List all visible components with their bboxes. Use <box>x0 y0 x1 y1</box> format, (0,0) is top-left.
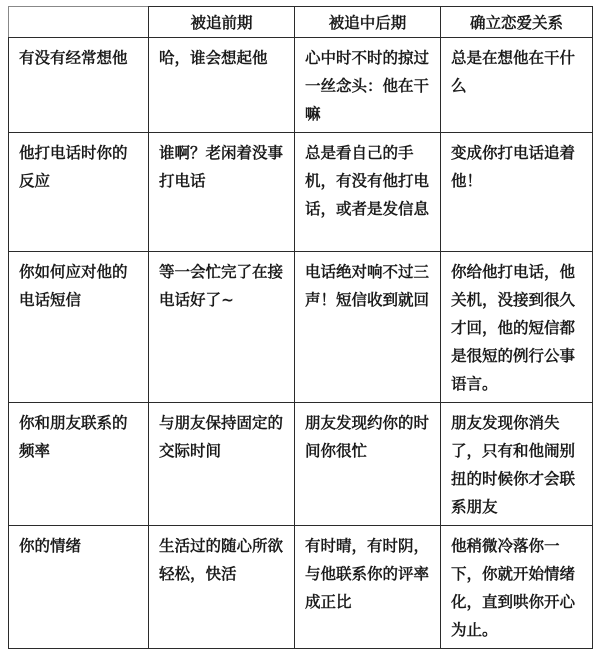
header-early-stage: 被追前期 <box>149 7 295 38</box>
table-cell: 与朋友保持固定的交际时间 <box>149 403 295 526</box>
table-row <box>9 403 593 526</box>
header-mid-late-stage: 被追中后期 <box>295 7 441 38</box>
row-label: 有没有经常想他 <box>9 38 149 133</box>
header-relationship-established: 确立恋爱关系 <box>441 7 593 38</box>
table-row <box>9 252 593 403</box>
table-cell: 你给他打电话，他关机，没接到很久才回，他的短信都是很短的例行公事语言。 <box>441 252 593 403</box>
table-cell: 变成你打电话追着他！ <box>441 133 593 252</box>
table-cell: 生活过的随心所欲轻松，快活 <box>149 526 295 649</box>
table-row <box>9 526 593 649</box>
table-cell: 总是在想他在干什么 <box>441 38 593 133</box>
table-cell: 朋友发现你消失了，只有和他闹别扭的时候你才会联系朋友 <box>441 403 593 526</box>
table-cell: 电话绝对响不过三声！短信收到就回 <box>295 252 441 403</box>
table-header-row <box>9 7 593 38</box>
table-cell: 哈，谁会想起他 <box>149 38 295 133</box>
row-label: 他打电话时你的反应 <box>9 133 149 252</box>
document-sheet <box>8 6 592 648</box>
table-cell: 朋友发现约你的时间你很忙 <box>295 403 441 526</box>
table-cell: 有时晴，有时阴，与他联系你的评率成正比 <box>295 526 441 649</box>
comparison-table <box>8 6 593 649</box>
table-row <box>9 133 593 252</box>
header-corner-cell <box>9 7 149 38</box>
table-cell: 等一会忙完了在接电话好了~ <box>149 252 295 403</box>
table-cell: 他稍微冷落你一下，你就开始情绪化，直到哄你开心为止。 <box>441 526 593 649</box>
row-label: 你和朋友联系的频率 <box>9 403 149 526</box>
table-row <box>9 38 593 133</box>
row-label: 你如何应对他的电话短信 <box>9 252 149 403</box>
table-cell: 谁啊？老闲着没事打电话 <box>149 133 295 252</box>
table-cell: 总是看自己的手机，有没有他打电话，或者是发信息 <box>295 133 441 252</box>
row-label: 你的情绪 <box>9 526 149 649</box>
table-cell: 心中时不时的掠过一丝念头：他在干嘛 <box>295 38 441 133</box>
